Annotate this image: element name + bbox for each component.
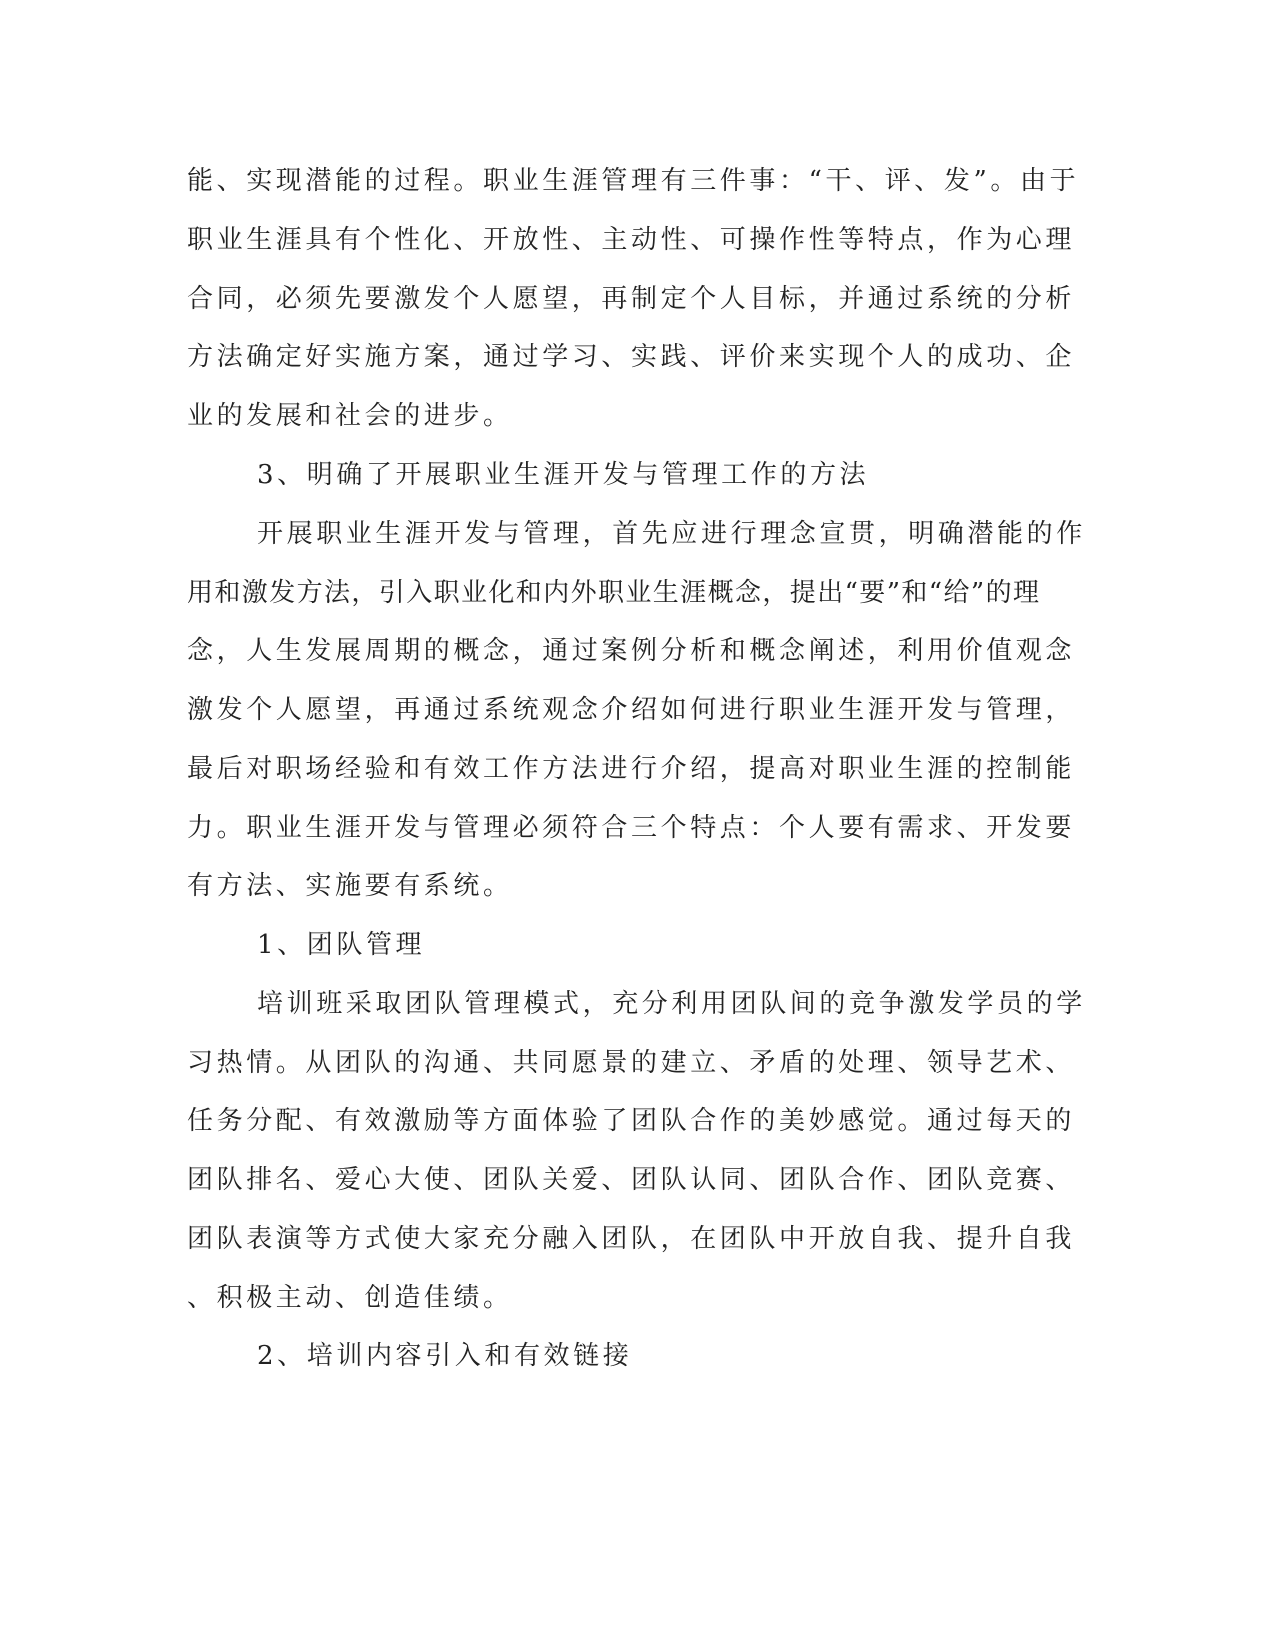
paragraph-line: 任务分配、有效激励等方面体验了团队合作的美妙感觉。通过每天的 bbox=[187, 1106, 1076, 1136]
paragraph-line: 业的发展和社会的进步。 bbox=[187, 401, 513, 431]
paragraph-line: 团队排名、爱心大使、团队关爱、团队认同、团队合作、团队竞赛、 bbox=[187, 1165, 1076, 1195]
paragraph-line: 用和激发方法，引入职业化和内外职业生涯概念，提出“要”和“给”的理 bbox=[187, 578, 1041, 608]
paragraph-line: 开展职业生涯开发与管理，首先应进行理念宣贯，明确潜能的作 bbox=[257, 519, 1086, 549]
section-heading: 2、培训内容引入和有效链接 bbox=[257, 1341, 633, 1371]
paragraph-line: 力。职业生涯开发与管理必须符合三个特点：个人要有需求、开发要 bbox=[187, 813, 1076, 843]
paragraph-line: 培训班采取团队管理模式，充分利用团队间的竞争激发学员的学 bbox=[257, 989, 1086, 1019]
paragraph-line: 念，人生发展周期的概念，通过案例分析和概念阐述，利用价值观念 bbox=[187, 636, 1076, 666]
paragraph-line: 习热情。从团队的沟通、共同愿景的建立、矛盾的处理、领导艺术、 bbox=[187, 1048, 1076, 1078]
paragraph-line: 方法确定好实施方案，通过学习、实践、评价来实现个人的成功、企 bbox=[187, 342, 1076, 372]
paragraph-line: 、积极主动、创造佳绩。 bbox=[187, 1283, 513, 1313]
paragraph-line: 激发个人愿望，再通过系统观念介绍如何进行职业生涯开发与管理， bbox=[187, 695, 1076, 725]
paragraph-line: 职业生涯具有个性化、开放性、主动性、可操作性等特点，作为心理 bbox=[187, 225, 1076, 255]
paragraph-line: 团队表演等方式使大家充分融入团队，在团队中开放自我、提升自我 bbox=[187, 1224, 1076, 1254]
section-heading: 1、团队管理 bbox=[257, 930, 426, 960]
paragraph-line: 最后对职场经验和有效工作方法进行介绍，提高对职业生涯的控制能 bbox=[187, 754, 1076, 784]
paragraph-line: 有方法、实施要有系统。 bbox=[187, 871, 513, 901]
paragraph-line: 合同，必须先要激发个人愿望，再制定个人目标，并通过系统的分析 bbox=[187, 284, 1076, 314]
paragraph-line: 能、实现潜能的过程。职业生涯管理有三件事：“干、评、发”。由于 bbox=[187, 166, 1080, 196]
section-heading: 3、明确了开展职业生涯开发与管理工作的方法 bbox=[257, 460, 870, 490]
